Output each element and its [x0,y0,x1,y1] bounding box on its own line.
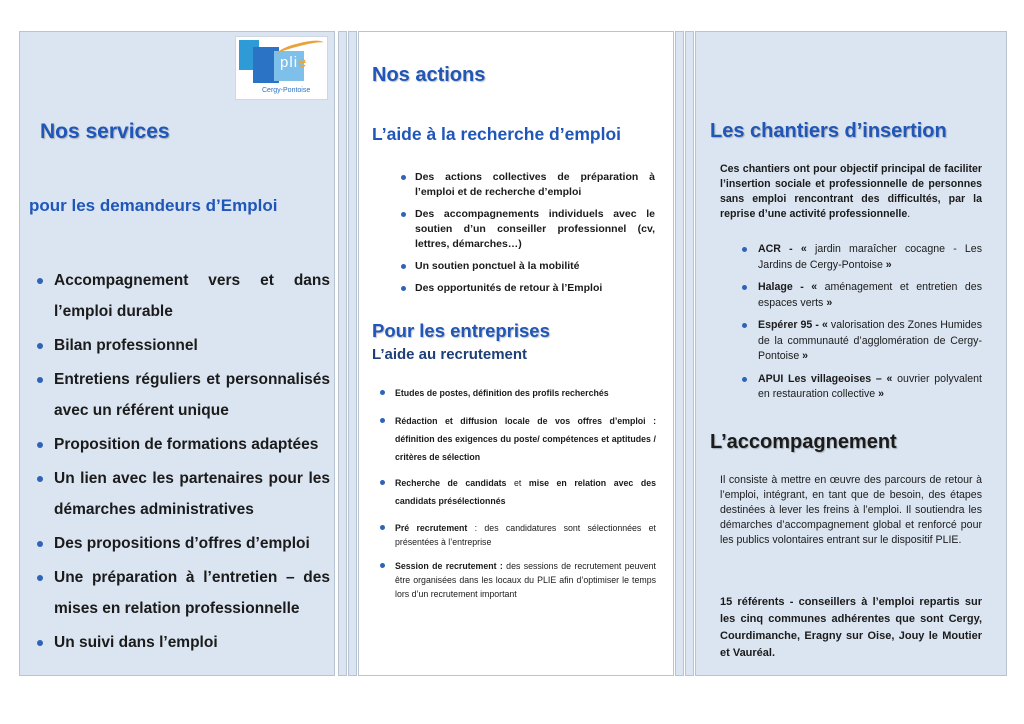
chantiers-intro: Ces chantiers ont pour objectif principal de faciliter l’insertion sociale et professionnelle de personnes sans emploi rencontrant des difficultés, par la reprise d’une activité professionnelle. [720,163,982,220]
entreprise-item: Pré recrutement : des candidatures sont sélectionnées et présentées à l’entreprise [380,521,656,549]
service-item: Un lien avec les partenaires pour les démarches administratives [37,463,330,525]
service-item: Entretiens réguliers et personnalisés avec un référent unique [37,364,330,426]
service-item: Des propositions d’offres d’emploi [37,528,330,559]
chantier-item: Espérer 95 - « valorisation des Zones Humides de la communauté d’agglomération de Cergy- Pontoise » [742,318,982,365]
service-item: Bilan professionnel [37,330,330,361]
accompagnement-text: Il consiste à mettre en œuvre des parcours de retour à l’emploi, intégrant, en tant que de besoin, des étapes destinées à lever les freins à l’emploi. Il soutiendra les démarches d’accompagnement global et renforcé pour les publics volontaires entrant sur le dispositif PLIE. [720,474,982,546]
fold-strip-right-b [685,31,694,676]
logo-wordmark: plie [280,54,308,71]
plie-logo [235,36,328,100]
action-item: Des opportunités de retour à l’Emploi [401,281,655,296]
chantiers-title: Les chantiers d’insertion [710,120,947,142]
fold-strip-left-b [348,31,357,676]
entreprises-list [380,384,656,601]
action-item: Des actions collectives de préparation à l’emploi et de recherche d’emploi [401,170,655,200]
fold-strip-right-a [675,31,684,676]
chantier-item: Halage - « aménagement et entretien des espaces verts » [742,280,982,311]
fold-strip-left-a [338,31,347,676]
entreprises-title: Pour les entreprises [372,320,550,341]
entreprise-item: Rédaction et diffusion locale de vos offres d’emploi : définition des exigences du poste/ compétences et aptitudes / critères de sélection [380,412,656,466]
service-item: Accompagnement vers et dans l’emploi durable [37,265,330,327]
chantier-item: APUI Les villageoises – « ouvrier polyvalent en restauration collective » [742,372,982,403]
actions-subtitle: L’aide à la recherche d’emploi [372,124,621,144]
actions-title: Nos actions [372,64,486,86]
service-item: Une préparation à l’entretien – des mises en relation professionnelle [37,562,330,624]
entreprise-item: Session de recrutement : des sessions de recrutement peuvent être organisées dans les locaux du PLIE afin d’optimiser le temps lors d’un recrutement important [380,559,656,601]
referents-text: 15 référents - conseillers à l’emploi repartis sur les cinq communes adhérentes que sont Cergy, Courdimanche, Eragny sur Oise, Jouy le Moutier et Vauréal. [720,596,982,659]
service-item: Proposition de formations adaptées [37,429,330,460]
logo-city: Cergy-Pontoise [262,87,311,94]
accompagnement-title: L’accompagnement [710,431,897,453]
services-list [37,265,330,661]
actions-list [401,170,655,296]
entreprise-item: Etudes de postes, définition des profils recherchés [380,384,656,402]
chantier-item: ACR - « jardin maraîcher cocagne - Les Jardins de Cergy-Pontoise » [742,242,982,273]
action-item: Un soutien ponctuel à la mobilité [401,259,655,274]
chantiers-list [742,242,982,410]
action-item: Des accompagnements individuels avec le soutien d’un conseiller professionnel (cv, lettres, démarches…) [401,207,655,252]
services-title: Nos services [40,120,170,143]
entreprise-item: Recherche de candidats et mise en relation avec des candidats présélectionnés [380,474,656,510]
services-subtitle: pour les demandeurs d’Emploi [29,196,278,215]
service-item: Un suivi dans l’emploi [37,627,330,658]
entreprises-subtitle: L’aide au recrutement [372,346,528,363]
